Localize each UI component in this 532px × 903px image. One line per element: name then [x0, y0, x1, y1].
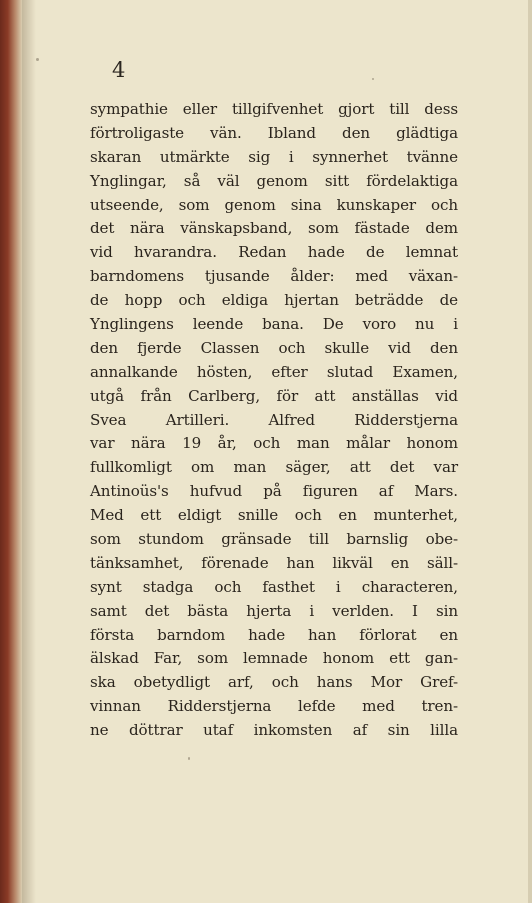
- book-binding-edge: [0, 0, 22, 903]
- body-text: [90, 98, 458, 743]
- paper-speck: [188, 757, 190, 760]
- text-line: annalkande hösten, efter slutad Examen,: [90, 362, 458, 381]
- text-line: tänksamhet, förenade han likväl en säll-: [90, 553, 458, 572]
- text-line: skaran utmärkte sig i synnerhet tvänne: [90, 147, 458, 166]
- gutter-shadow: [22, 0, 36, 903]
- text-line: ne döttrar utaf inkomsten af sin lilla: [90, 721, 458, 740]
- text-line: Svea Artilleri. Alfred Ridderstjerna: [90, 410, 458, 429]
- text-line: fullkomligt om man säger, att det var: [90, 458, 458, 477]
- text-line: Antinoüs's hufvud på figuren af Mars.: [90, 482, 458, 501]
- text-line: det nära vänskapsband, som fästade dem: [90, 219, 458, 238]
- paper-speck: [36, 58, 39, 61]
- text-line: ska obetydligt arf, och hans Mor Gref-: [90, 673, 458, 692]
- text-line: den fjerde Classen och skulle vid den: [90, 338, 458, 357]
- text-line: vid hvarandra. Redan hade de lemnat: [90, 243, 458, 262]
- text-line: utgå från Carlberg, för att anställas vid: [90, 386, 458, 405]
- text-line: som stundom gränsade till barnslig obe-: [90, 530, 458, 549]
- text-line: de hopp och eldiga hjertan beträdde de: [90, 291, 458, 310]
- text-line: vinnan Ridderstjerna lefde med tren-: [90, 697, 458, 716]
- text-line: sympathie eller tillgifvenhet gjort till dess: [90, 100, 458, 118]
- text-line: Ynglingens leende bana. De voro nu i: [90, 315, 458, 334]
- page-number: 4: [112, 58, 126, 82]
- text-line: samt det bästa hjerta i verlden. I sin: [90, 601, 458, 620]
- page-edge: [528, 0, 532, 903]
- text-line: barndomens tjusande ålder: med växan-: [90, 267, 458, 286]
- text-line: Med ett eldigt snille och en munterhet,: [90, 506, 458, 525]
- text-line: älskad Far, som lemnade honom ett gan-: [90, 649, 458, 668]
- text-line: första barndom hade han förlorat en: [90, 625, 458, 644]
- text-line: var nära 19 år, och man målar honom: [90, 434, 458, 453]
- text-line: utseende, som genom sina kunskaper och: [90, 195, 458, 214]
- text-line: synt stadga och fasthet i characteren,: [90, 577, 458, 596]
- text-line: förtroligaste vän. Ibland den glädtiga: [90, 123, 458, 142]
- paper-speck: [372, 78, 374, 80]
- text-line: Ynglingar, så väl genom sitt fördelaktiga: [90, 171, 458, 190]
